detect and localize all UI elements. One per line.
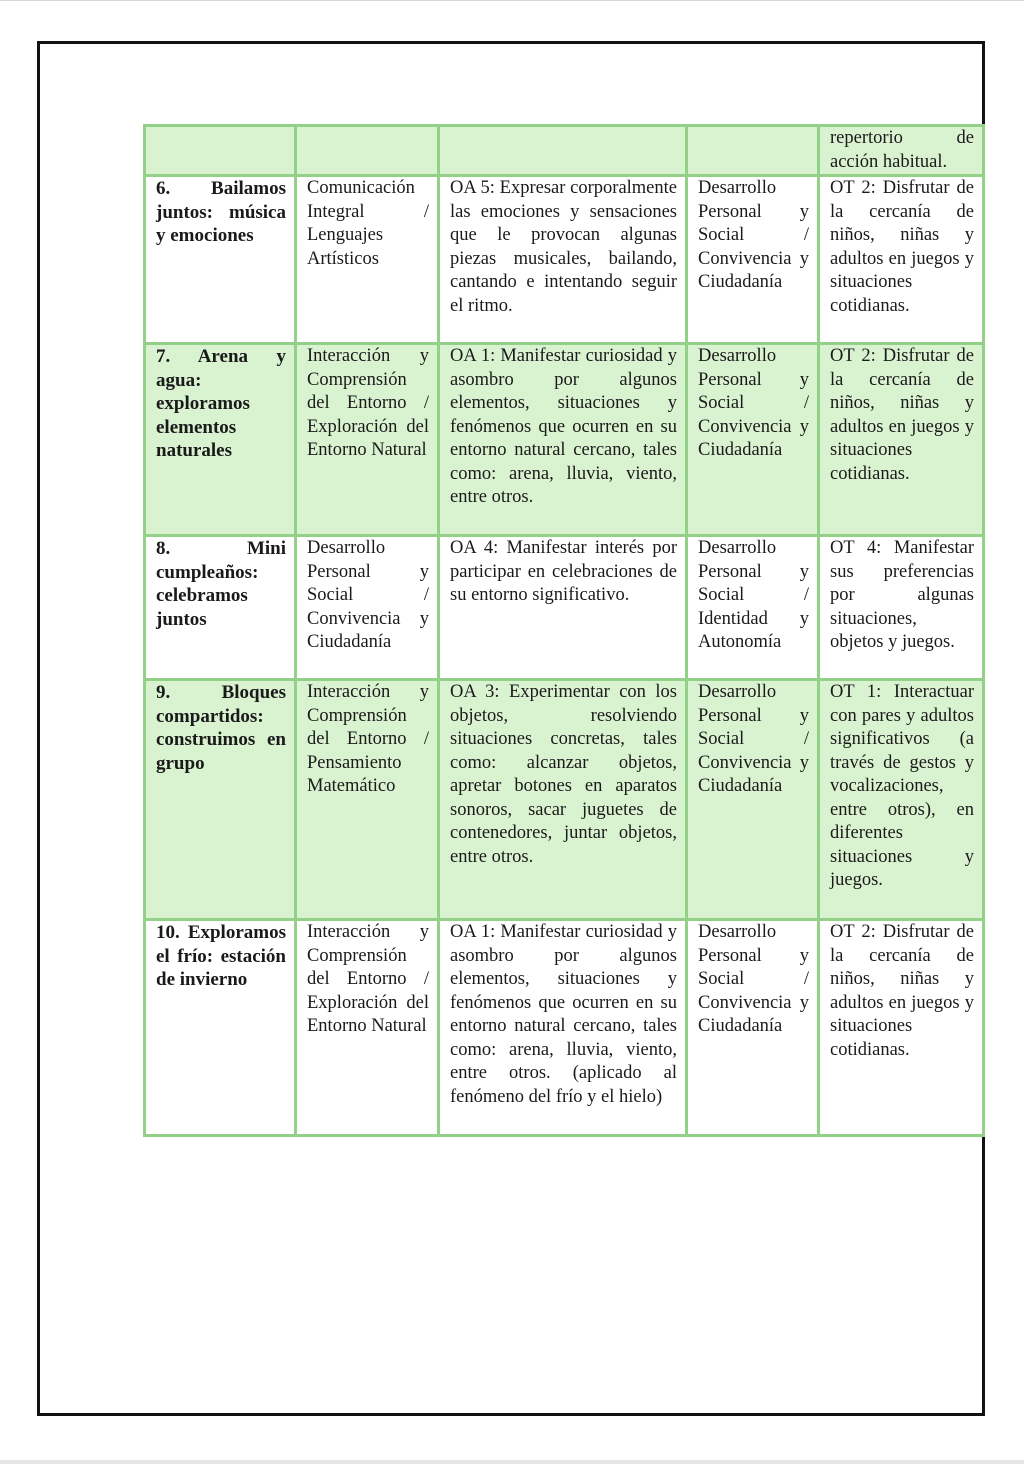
experience-title-cell: 8. Mini cumpleaños: celebramos juntos bbox=[145, 536, 296, 680]
ot-cell: OT 4: Manifestar sus preferencias por algunas situaciones, objetos y juegos. bbox=[819, 536, 984, 680]
table-row bbox=[145, 344, 984, 536]
bottom-divider bbox=[0, 1460, 1024, 1464]
ambito-cell: Interacción y Comprensión del Entorno / Pensamiento Matemático bbox=[296, 680, 439, 920]
ambito-cell: Interacción y Comprensión del Entorno / Exploración del Entorno Natural bbox=[296, 920, 439, 1136]
ot-cell: OT 2: Disfrutar de la cercanía de niños, niñas y adultos en juegos y situaciones cotidianas. bbox=[819, 176, 984, 344]
ambito-cell: Interacción y Comprensión del Entorno / Exploración del Entorno Natural bbox=[296, 344, 439, 536]
experience-title-cell: 7. Arena y agua: exploramos elementos naturales bbox=[145, 344, 296, 536]
nucleo-cell: Desarrollo Personal y Social / Convivencia y Ciudadanía bbox=[687, 920, 819, 1136]
table-row bbox=[145, 176, 984, 344]
top-divider bbox=[0, 0, 1024, 1]
nucleo-cell: Desarrollo Personal y Social / Convivencia y Ciudadanía bbox=[687, 344, 819, 536]
ot-cell: OT 1: Interactuar con pares y adultos significativos (a través de gestos y vocalizaciones, entre otros), en diferentes situaciones y juegos. bbox=[819, 680, 984, 920]
oa-cell: OA 1: Manifestar curiosidad y asombro por algunos elementos, situaciones y fenómenos que ocurren en su entorno natural cercano, tales como: arena, lluvia, viento, entre otros. (aplicado al fenómeno del frío y el hielo) bbox=[439, 920, 687, 1136]
oa-cell: OA 4: Manifestar interés por participar en celebraciones de su entorno significativo. bbox=[439, 536, 687, 680]
nucleo-cell: Desarrollo Personal y Social / Convivencia y Ciudadanía bbox=[687, 680, 819, 920]
nucleo-cell bbox=[687, 126, 819, 176]
experience-title-cell: 10. Exploramos el frío: estación de invierno bbox=[145, 920, 296, 1136]
nucleo-cell: Desarrollo Personal y Social / Convivencia y Ciudadanía bbox=[687, 176, 819, 344]
experience-title-cell bbox=[145, 126, 296, 176]
ot-cell: OT 2: Disfrutar de la cercanía de niños, niñas y adultos en juegos y situaciones cotidianas. bbox=[819, 920, 984, 1136]
oa-cell: OA 1: Manifestar curiosidad y asombro por algunos elementos, situaciones y fenómenos que ocurren en su entorno natural cercano, tales como: arena, lluvia, viento, entre otros. bbox=[439, 344, 687, 536]
oa-cell: OA 3: Experimentar con los objetos, resolviendo situaciones concretas, tales como: alcanzar objetos, apretar botones en aparatos sonoros, sacar juguetes de contenedores, juntar objetos, entre otros. bbox=[439, 680, 687, 920]
oa-cell bbox=[439, 126, 687, 176]
planning-table bbox=[143, 124, 985, 1137]
nucleo-cell: Desarrollo Personal y Social / Identidad y Autonomía bbox=[687, 536, 819, 680]
ot-cell: OT 2: Disfrutar de la cercanía de niños, niñas y adultos en juegos y situaciones cotidianas. bbox=[819, 344, 984, 536]
ambito-cell: Desarrollo Personal y Social / Convivencia y Ciudadanía bbox=[296, 536, 439, 680]
document-page bbox=[37, 41, 985, 1416]
table-row bbox=[145, 536, 984, 680]
ambito-cell bbox=[296, 126, 439, 176]
ambito-cell: Comunicación Integral / Lenguajes Artísticos bbox=[296, 176, 439, 344]
oa-cell: OA 5: Expresar corporalmente las emociones y sensaciones que le provocan algunas piezas musicales, bailando, cantando e intentando seguir el ritmo. bbox=[439, 176, 687, 344]
ot-cell: repertorio de acción habitual. bbox=[819, 126, 984, 176]
table-row bbox=[145, 680, 984, 920]
experience-title-cell: 9. Bloques compartidos: construimos en grupo bbox=[145, 680, 296, 920]
experience-title-cell: 6. Bailamos juntos: música y emociones bbox=[145, 176, 296, 344]
table-row bbox=[145, 126, 984, 176]
table-row bbox=[145, 920, 984, 1136]
